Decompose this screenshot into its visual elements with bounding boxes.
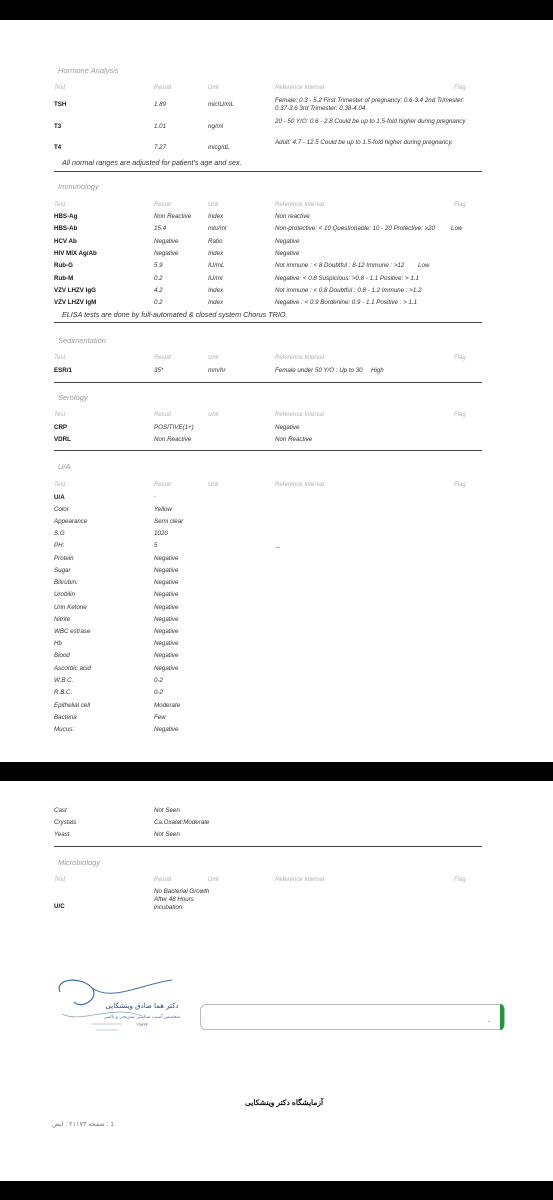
comment-value: . bbox=[487, 1015, 490, 1024]
test-name: U/C bbox=[54, 903, 65, 910]
test-result: Yellow bbox=[154, 506, 172, 513]
test-name: TSH bbox=[54, 101, 67, 108]
test-result: 5.9 bbox=[154, 262, 163, 269]
header-flag: Flag bbox=[454, 412, 466, 418]
test-name: W.B.C. bbox=[54, 677, 74, 684]
test-unit: mlu/ml bbox=[208, 225, 227, 232]
test-name: PH: bbox=[54, 542, 65, 549]
test-result: Negative bbox=[154, 604, 179, 611]
section-divider bbox=[54, 322, 482, 323]
test-name: VZV LHZV IgM bbox=[54, 299, 97, 306]
report-page-1 bbox=[0, 20, 553, 762]
test-ref: Negative bbox=[275, 238, 300, 245]
test-ref: Negative : < 0.9 Borderline: 0.9 - 1.1 Positive : > 1.1 bbox=[275, 299, 418, 306]
header-ref: Reference Interval bbox=[275, 355, 325, 361]
test-ref: Female under 50 Y/O : Up to 30 bbox=[275, 367, 363, 374]
test-name: Mucus: bbox=[54, 726, 74, 733]
test-result: Few bbox=[154, 714, 166, 721]
header-test: Test bbox=[54, 202, 66, 208]
header-result: Result bbox=[154, 355, 172, 361]
section-divider bbox=[54, 171, 482, 172]
header-result: Result bbox=[154, 85, 172, 91]
header-flag: Flag bbox=[454, 85, 466, 91]
header-ref: Reference Interval bbox=[275, 877, 325, 883]
comment-box bbox=[200, 1004, 505, 1030]
lab-name: آزمایشگاه دکتر وینشکایی bbox=[245, 1098, 324, 1107]
accent-bar bbox=[500, 1004, 504, 1030]
test-unit: Index bbox=[208, 299, 224, 306]
test-unit: Ratio bbox=[208, 238, 223, 245]
test-ref: Non reactive bbox=[275, 213, 310, 220]
header-ref: Reference Interval bbox=[275, 202, 325, 208]
test-result: Not Seen bbox=[154, 807, 180, 814]
header-flag: Flag bbox=[454, 202, 466, 208]
header-test: Test bbox=[54, 877, 66, 883]
section-divider bbox=[54, 846, 482, 847]
test-name: Protein bbox=[54, 555, 74, 562]
ua-group-label: U/A bbox=[54, 494, 65, 501]
test-ref: Negative bbox=[275, 250, 300, 257]
test-name: WBC estrase bbox=[54, 628, 91, 635]
test-name: ESR/1 bbox=[54, 367, 72, 374]
test-ref: Not immune : < 8 Doubtful : 8-12 Immune : >12 bbox=[275, 262, 405, 269]
section-title-ua: U/A bbox=[58, 462, 71, 471]
test-result: Negative bbox=[154, 640, 179, 647]
stamp-title: متخصص آسیب شناسی تشریحی و بالینی bbox=[103, 1015, 181, 1020]
test-unit: IU/mL bbox=[208, 262, 225, 269]
test-name: Cast bbox=[54, 807, 67, 814]
test-result: 1020 bbox=[154, 530, 168, 537]
header-test: Test bbox=[54, 85, 66, 91]
header-ref: Reference Interval bbox=[275, 85, 325, 91]
test-name: HIV MIX Ag/Ab bbox=[54, 250, 97, 257]
test-unit: Index bbox=[208, 250, 224, 257]
test-result: Negative bbox=[154, 250, 179, 257]
header-flag: Flag bbox=[454, 355, 466, 361]
test-ref: Negative: < 0.8 Suspicious: >0.8 - 1.1 Positive: > 1.1 bbox=[275, 275, 419, 282]
test-result: Negative bbox=[154, 555, 179, 562]
test-unit: IU/ml bbox=[208, 275, 223, 282]
test-name: Crystals bbox=[54, 819, 77, 826]
section-title-serology: Serology bbox=[58, 393, 88, 402]
test-result: 15.4 bbox=[154, 225, 167, 232]
test-ref: Not immune : < 0.8 Doubtful : 0.8 - 1.2 Immune : >1.2 bbox=[275, 287, 422, 294]
header-result: Result bbox=[154, 202, 172, 208]
hormone-note: All normal ranges are adjusted for patient's age and sex. bbox=[62, 158, 242, 167]
section-title-hormone: Hormone Analysis bbox=[58, 66, 119, 75]
test-name: HCV Ab bbox=[54, 238, 77, 245]
section-title-immunology: Immunology bbox=[58, 182, 99, 191]
header-unit: Unit bbox=[208, 482, 219, 488]
test-ref: Female: 0.3 - 5.2 First Trimester of pregnancy: 0.6-3.4 2nd Trimester: 0.37-3.6 3rd Trimester: 0.38-4.04 bbox=[275, 97, 465, 112]
test-result: 1.89 bbox=[154, 101, 167, 108]
section-title-sedimentation: Sedimentation bbox=[58, 336, 106, 345]
test-flag: Low bbox=[418, 262, 430, 269]
header-unit: Unit bbox=[208, 877, 219, 883]
test-unit: Index bbox=[208, 287, 224, 294]
test-result: Semi clear bbox=[154, 518, 184, 525]
test-name: VZV LHZV IgG bbox=[54, 287, 96, 294]
test-name: CRP bbox=[54, 424, 68, 431]
header-unit: Unit bbox=[208, 85, 219, 91]
test-result: Negative bbox=[154, 616, 179, 623]
header-test: Test bbox=[54, 412, 66, 418]
report-page-2 bbox=[0, 781, 553, 1181]
test-ref: Adult: 4.7 - 12.5 Could be up to 1.5-fold higher during pregnancy. bbox=[275, 139, 453, 146]
header-unit: Unit bbox=[208, 202, 219, 208]
test-name: Ascorbic acid bbox=[54, 665, 91, 672]
header-ref: Reference Interval bbox=[275, 482, 325, 488]
ua-dash: _ bbox=[276, 541, 280, 548]
test-ref: Non-protective: < 10 Questionable: 10 - 20 Protective: >20 bbox=[275, 225, 435, 232]
test-name: Bilirubin: bbox=[54, 579, 78, 586]
test-result: Negative bbox=[154, 579, 179, 586]
test-name: R.B.C. bbox=[54, 689, 73, 696]
doctor-stamp-icon bbox=[52, 974, 187, 1044]
header-result: Result bbox=[154, 482, 172, 488]
immunology-note: ELISA tests are done by full-automated & closed system Chorus TRIO. bbox=[62, 310, 288, 319]
test-result: Negative bbox=[154, 628, 179, 635]
header-result: Result bbox=[154, 877, 172, 883]
test-unit: mm/hr bbox=[208, 367, 226, 374]
test-unit: micIU/mL bbox=[208, 101, 235, 108]
test-name: Appearance bbox=[54, 518, 88, 525]
test-result: Negative bbox=[154, 591, 179, 598]
header-result: Result bbox=[154, 412, 172, 418]
test-result: 5 bbox=[154, 542, 158, 549]
test-result: 35* bbox=[154, 367, 164, 374]
test-name: T4 bbox=[54, 144, 62, 151]
header-flag: Flag bbox=[454, 877, 466, 883]
test-unit: ng/ml bbox=[208, 123, 224, 130]
test-result: 1.01 bbox=[154, 123, 167, 130]
stamp-name: دکتر هما صادق وینشکایی bbox=[105, 1002, 179, 1010]
test-result: Non Reactive bbox=[154, 436, 192, 443]
section-divider bbox=[54, 450, 482, 451]
test-name: T3 bbox=[54, 123, 62, 130]
test-name: Nitrite bbox=[54, 616, 71, 623]
test-result: 4.2 bbox=[154, 287, 163, 294]
header-flag: Flag bbox=[454, 482, 466, 488]
test-result: No Bacterial Growth After 48 Hours incubation. bbox=[154, 888, 210, 911]
test-result: Moderate bbox=[154, 702, 181, 709]
test-result: 0.2 bbox=[154, 299, 163, 306]
ua-group-result: . bbox=[154, 492, 156, 499]
page-number: 1 : صفحه ۲۱۱۷۳ : ابض bbox=[52, 1121, 114, 1128]
test-result: Negative bbox=[154, 665, 179, 672]
test-result: 0-2 bbox=[154, 677, 163, 684]
test-result: Negative bbox=[154, 652, 179, 659]
test-result: 0-2 bbox=[154, 689, 163, 696]
test-result: Negative bbox=[154, 726, 179, 733]
test-name: Epithelial cell bbox=[54, 702, 91, 709]
header-test: Test bbox=[54, 482, 66, 488]
test-ref: Negative bbox=[275, 424, 300, 431]
header-ref: Reference Interval bbox=[275, 412, 325, 418]
test-name: VDRL bbox=[54, 436, 71, 443]
test-result: Negative bbox=[154, 238, 179, 245]
header-unit: Unit bbox=[208, 355, 219, 361]
section-divider bbox=[54, 382, 482, 383]
test-name: Blood bbox=[54, 652, 70, 659]
test-name: Urobilin bbox=[54, 591, 75, 598]
test-name: Hb bbox=[54, 640, 62, 647]
section-title-microbiology: Microbiology bbox=[58, 858, 101, 867]
test-result: POSITIVE(1+) bbox=[154, 424, 194, 431]
test-name: Yeast bbox=[54, 831, 70, 838]
test-flag: High bbox=[371, 367, 384, 374]
test-flag: Low bbox=[451, 225, 463, 232]
test-unit: Index bbox=[208, 213, 224, 220]
header-test: Test bbox=[54, 355, 66, 361]
test-ref: Non Reactive bbox=[275, 436, 313, 443]
test-name: Bacteria bbox=[54, 714, 77, 721]
test-name: S.G bbox=[54, 530, 65, 537]
test-result: 0.2 bbox=[154, 275, 163, 282]
stamp-number: ۱۹۸۲۲ bbox=[135, 1023, 149, 1028]
test-name: HBS-Ab bbox=[54, 225, 78, 232]
test-result: 7.27 bbox=[154, 144, 167, 151]
test-name: Rub-G bbox=[54, 262, 73, 269]
test-name: Urin Ketone bbox=[54, 604, 87, 611]
test-name: Rub-M bbox=[54, 275, 74, 282]
header-unit: Unit bbox=[208, 412, 219, 418]
test-name: Sugar bbox=[54, 567, 71, 574]
test-name: HBS-Ag bbox=[54, 213, 78, 220]
test-name: Color bbox=[54, 506, 69, 513]
test-unit: micg/dL bbox=[208, 144, 230, 151]
test-ref: 20 - 50 Y/O: 0.6 - 2.8 Could be up to 1.5-fold higher during pregnancy bbox=[275, 118, 466, 125]
test-result: Negative bbox=[154, 567, 179, 574]
test-result: Non Reactive bbox=[154, 213, 192, 220]
test-result: Ca.Oxalat:Moderate bbox=[154, 819, 210, 826]
test-result: Not Seen bbox=[154, 831, 180, 838]
